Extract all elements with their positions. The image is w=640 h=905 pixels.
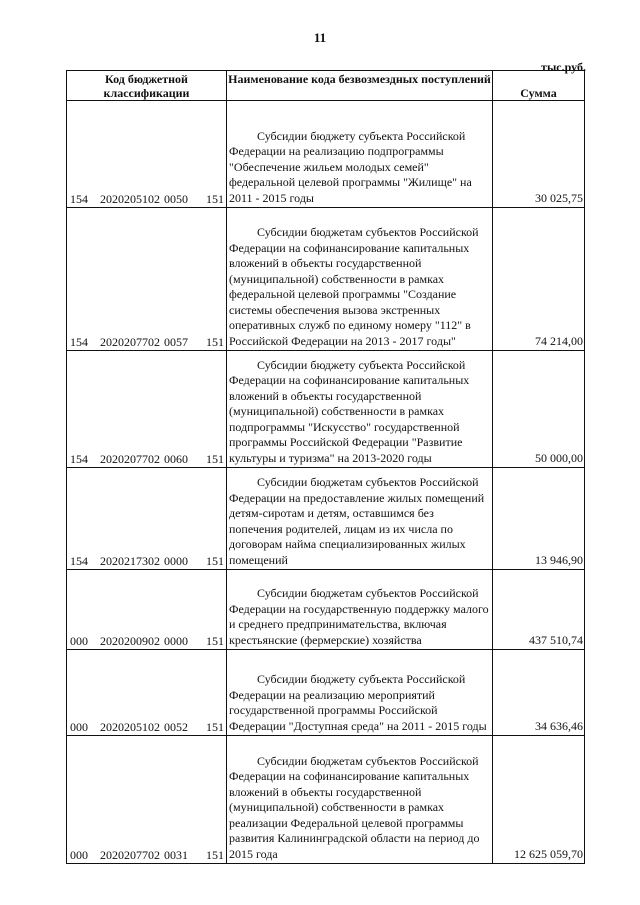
revenue-sum: 74 214,00 — [493, 208, 585, 351]
code-admin: 000 — [70, 848, 88, 862]
code-economic: 151 — [206, 452, 224, 466]
code-type: 2020207702 — [100, 848, 160, 862]
code-program: 0057 — [164, 335, 188, 349]
code-type: 2020200902 — [100, 634, 160, 648]
code-program: 0050 — [164, 192, 188, 206]
code-economic: 151 — [206, 634, 224, 648]
revenue-sum: 437 510,74 — [493, 570, 585, 650]
code-economic: 151 — [206, 335, 224, 349]
budget-code — [67, 570, 227, 650]
code-type: 2020207702 — [100, 452, 160, 466]
revenue-name: Субсидии бюджету субъекта Российской Федерации на софинансирование капитальных вложений в объекты государственной (муниципальной) собственности в рамках подпрограммы "Искусство" государственной программы Российской Федерации "Развитие культуры и туризма" на 2013-2020 годы — [227, 351, 493, 468]
code-economic: 151 — [206, 192, 224, 206]
code-program: 0052 — [164, 720, 188, 734]
revenue-sum: 50 000,00 — [493, 351, 585, 468]
revenue-name: Субсидии бюджету субъекта Российской Федерации на реализацию подпрограммы "Обеспечение жильем молодых семей" федеральной целевой программы "Жилище" на 2011 - 2015 годы — [227, 101, 493, 208]
revenue-sum: 13 946,90 — [493, 468, 585, 570]
page-number: 11 — [313, 30, 327, 45]
code-program: 0031 — [164, 848, 188, 862]
revenue-name: Субсидии бюджетам субъектов Российской Федерации на предоставление жилых помещений детям-сиротам и детям, оставшимся без попечения родителей, лицам из их числа по договорам найма специализированных жилых помещений — [227, 468, 493, 570]
code-program: 0000 — [164, 634, 188, 648]
code-admin: 154 — [70, 554, 88, 568]
budget-code — [67, 650, 227, 736]
code-type: 2020207702 — [100, 335, 160, 349]
revenue-name: Субсидии бюджету субъекта Российской Федерации на реализацию мероприятий государственной программы Российской Федерации "Доступная среда" на 2011 - 2015 годы — [227, 650, 493, 736]
revenue-sum: 12 625 059,70 — [493, 736, 585, 864]
code-admin: 154 — [70, 452, 88, 466]
table-row — [67, 101, 585, 208]
code-type: 2020217302 — [100, 554, 160, 568]
header-sum: Сумма — [493, 71, 585, 101]
budget-table — [66, 70, 585, 864]
budget-code — [67, 101, 227, 208]
header-name: Наименование кода безвозмездных поступлений — [227, 71, 493, 101]
table-row — [67, 468, 585, 570]
revenue-name: Субсидии бюджетам субъектов Российской Федерации на государственную поддержку малого и среднего предпринимательства, включая крестьянские (фермерские) хозяйства — [227, 570, 493, 650]
budget-code — [67, 208, 227, 351]
header-code: Код бюджетной классификации — [67, 71, 227, 101]
table-row — [67, 351, 585, 468]
revenue-name: Субсидии бюджетам субъектов Российской Федерации на софинансирование капитальных вложений в объекты государственной (муниципальной) собственности в рамках реализации Федеральной целевой программы развития Калининградской области на период до 2015 года — [227, 736, 493, 864]
code-program: 0000 — [164, 554, 188, 568]
table-row — [67, 650, 585, 736]
table-header-row — [67, 71, 585, 101]
code-program: 0060 — [164, 452, 188, 466]
code-admin: 000 — [70, 634, 88, 648]
code-economic: 151 — [206, 554, 224, 568]
budget-code — [67, 351, 227, 468]
revenue-name: Субсидии бюджетам субъектов Российской Федерации на софинансирование капитальных вложений в объекты государственной (муниципальной) собственности в рамках федеральной целевой программы "Создание системы обеспечения вызова экстренных оперативных служб по единому номеру "112" в Российской Федерации на 2013 - 2017 годы" — [227, 208, 493, 351]
code-admin: 000 — [70, 720, 88, 734]
currency-units: тыс.руб. — [541, 60, 586, 74]
budget-code — [67, 468, 227, 570]
code-economic: 151 — [206, 720, 224, 734]
revenue-sum: 34 636,46 — [493, 650, 585, 736]
budget-code — [67, 736, 227, 864]
code-economic: 151 — [206, 848, 224, 862]
code-type: 2020205102 — [100, 192, 160, 206]
code-admin: 154 — [70, 335, 88, 349]
table-row — [67, 208, 585, 351]
table-row — [67, 736, 585, 864]
code-type: 2020205102 — [100, 720, 160, 734]
revenue-sum: 30 025,75 — [493, 101, 585, 208]
code-admin: 154 — [70, 192, 88, 206]
table-row — [67, 570, 585, 650]
